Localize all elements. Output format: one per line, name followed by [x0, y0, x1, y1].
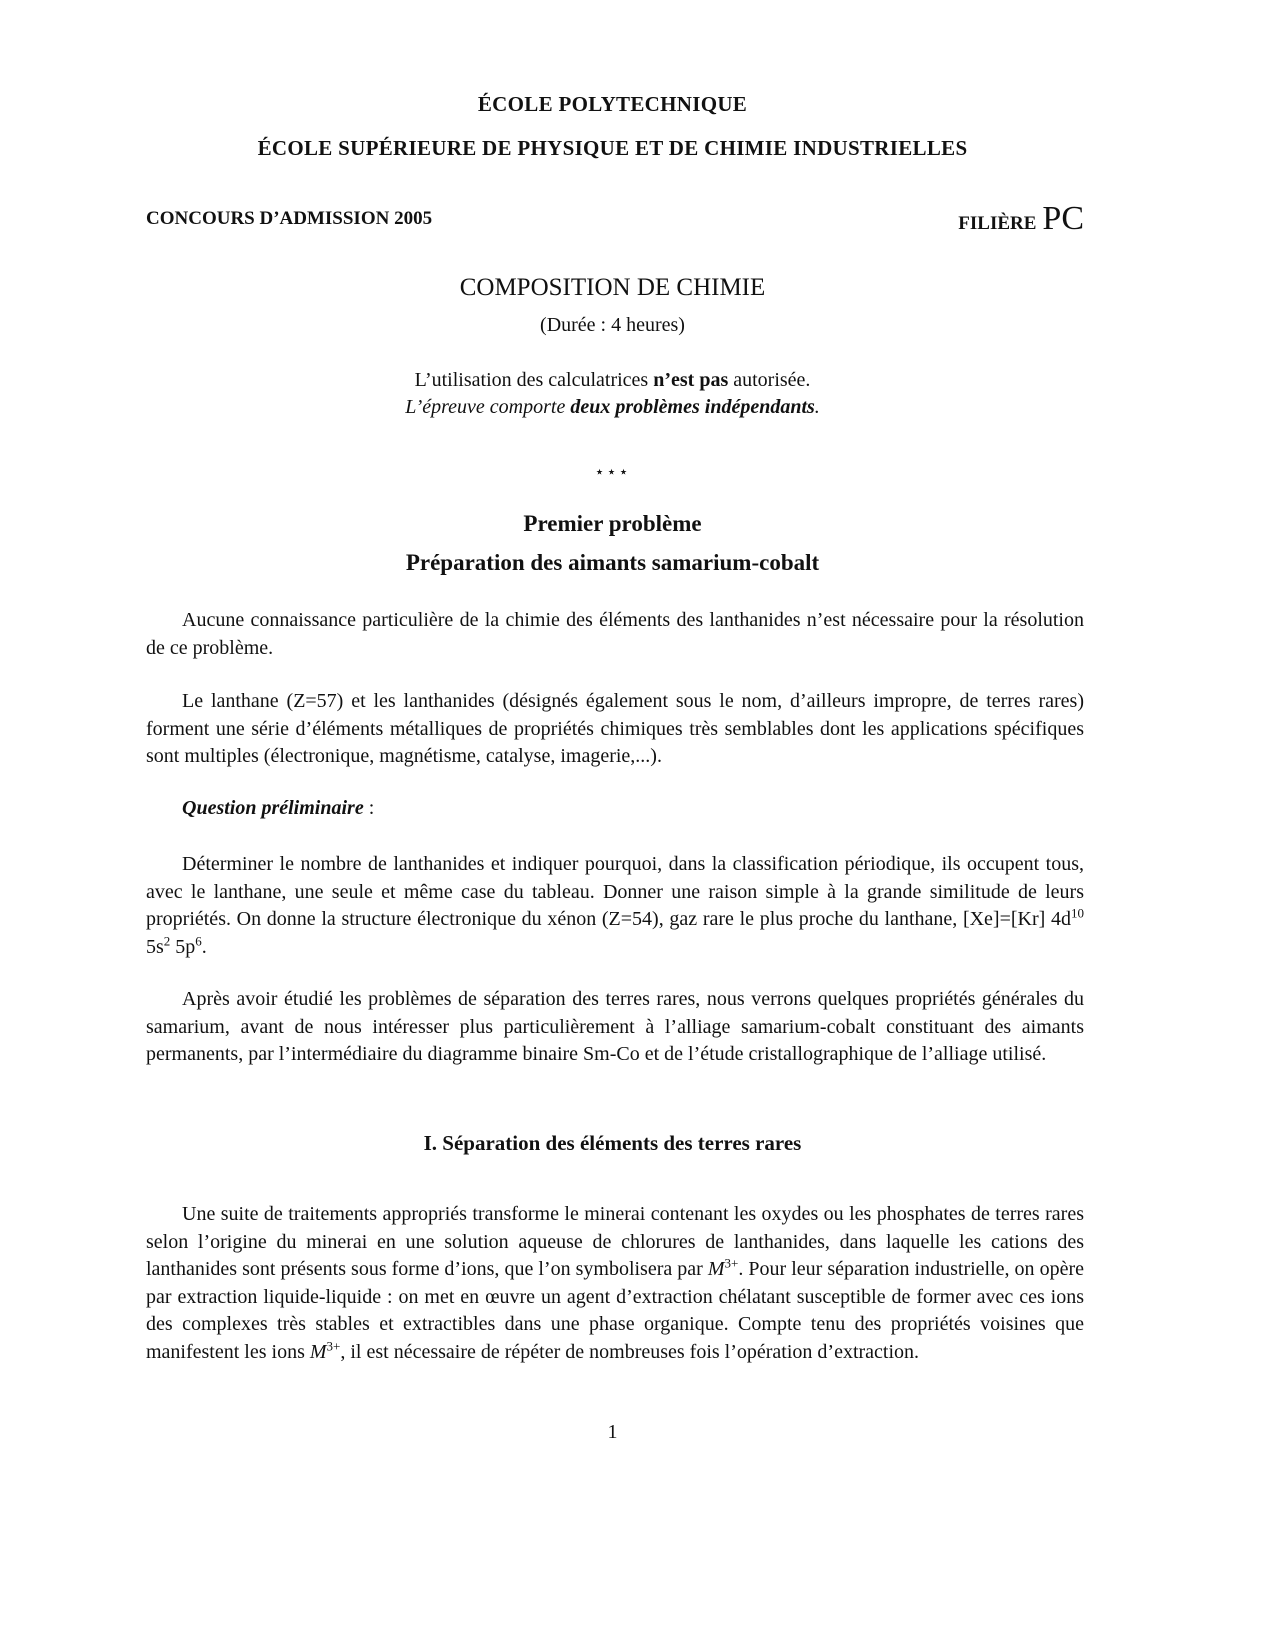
calculator-note	[0, 369, 1225, 392]
exponent-5s: 2	[163, 932, 171, 948]
page-number: 1	[607, 1421, 618, 1443]
question-end: .	[201, 935, 207, 958]
exam-duration: (Durée : 4 heures)	[540, 314, 685, 336]
school-name-polytechnique: ÉCOLE POLYTECHNIQUE	[477, 92, 748, 116]
concours-label: CONCOURS D’ADMISSION 2005	[146, 208, 433, 229]
paragraph-question	[146, 851, 1084, 961]
filiere-text: FILIÈRE	[958, 213, 1037, 234]
separation-text-c: , il est nécessaire de répéter de nombreuses fois l’opération d’extraction.	[340, 1340, 920, 1363]
filiere-label	[958, 200, 1084, 238]
paragraph-separation	[146, 1201, 1084, 1366]
admission-row	[146, 200, 1084, 240]
paragraph-plan: Après avoir étudié les problèmes de séparation des terres rares, nous verrons quelques propriétés générales du samarium, avant de nous intéresser plus particulièrement à l’alliage samarium-cobalt constituant des aimants permanents, par l’intermédiaire du diagramme binaire Sm-Co et de l’étude cristallographique de l’alliage utilisé.	[146, 988, 1084, 1065]
question-label: Question préliminaire	[182, 797, 364, 819]
exam-title: COMPOSITION DE CHIMIE	[459, 274, 766, 301]
section-title: I. Séparation des éléments des terres rares	[423, 1131, 802, 1155]
question-colon: :	[363, 797, 375, 819]
ion-symbol: M	[707, 1258, 725, 1280]
problem-title: Premier problème	[523, 511, 702, 536]
calc-note-post: autorisée.	[728, 369, 811, 391]
separator-stars: ⋆⋆⋆	[594, 464, 631, 481]
calc-note-pre: L’utilisation des calculatrices	[414, 369, 654, 391]
epreuve-note-pre: L’épreuve comporte	[405, 396, 571, 418]
ion-charge: 3+	[724, 1255, 739, 1271]
paragraph-intro: Aucune connaissance particulière de la chimie des éléments des lanthanides n’est nécessaire pour la résolution de ce problème.	[146, 609, 1084, 659]
epreuve-note-bold: deux problèmes indépendants	[570, 396, 815, 418]
question-text: Déterminer le nombre de lanthanides et indiquer pourquoi, dans la classification périodique, ils occupent tous, avec le lanthane, une seule et même case du tableau. Donner une raison simple à la grande similitude de leurs propriétés. On donne la structure électronique du xénon (Z=54), gaz rare le plus proche du lanthane, [Xe]=[Kr] 4d	[146, 853, 1084, 930]
orbital-5p: 5p	[170, 935, 196, 958]
filiere-value: PC	[1042, 200, 1084, 237]
problem-subtitle: Préparation des aimants samarium-cobalt	[405, 550, 820, 575]
calc-note-bold: n’est pas	[653, 369, 729, 391]
epreuve-note	[0, 396, 1225, 419]
exponent-5p: 6	[195, 932, 202, 948]
epreuve-note-post: .	[814, 396, 820, 418]
question-preliminaire-heading	[182, 797, 374, 820]
paragraph-lanthanides: Le lanthane (Z=57) et les lanthanides (désignés également sous le nom, d’ailleurs impropre, de terres rares) forment une série d’éléments métalliques de propriétés chimiques très semblables dont les applications spécifiques sont multiples (électronique, magnétisme, catalyse, imagerie,...).	[146, 690, 1084, 767]
school-name-espci: ÉCOLE SUPÉRIEURE DE PHYSIQUE ET DE CHIMIE INDUSTRIELLES	[257, 136, 968, 160]
orbital-5s: 5s	[146, 935, 164, 958]
ion-charge-2: 3+	[326, 1337, 341, 1353]
separation-text-a: Une suite de traitements appropriés transforme le minerai contenant les oxydes ou les phosphates de terres rares selon l’origine du minerai en une solution aqueuse de chlorures de lanthanides, dans laquelle les cations des lanthanides sont présents sous forme d’ions, que l’on symbolisera par	[146, 1203, 1084, 1280]
exponent-4d: 10	[1071, 905, 1084, 921]
separation-text-b: . Pour leur séparation industrielle, on opère par extraction liquide-liquide : on met en œuvre un agent d’extraction chélatant susceptible de former avec ces ions des complexes très stables et extractibles dans une phase organique. Compte tenu des propriétés voisines que manifestent les ions	[146, 1258, 1085, 1363]
ion-symbol-2: M	[309, 1340, 327, 1363]
